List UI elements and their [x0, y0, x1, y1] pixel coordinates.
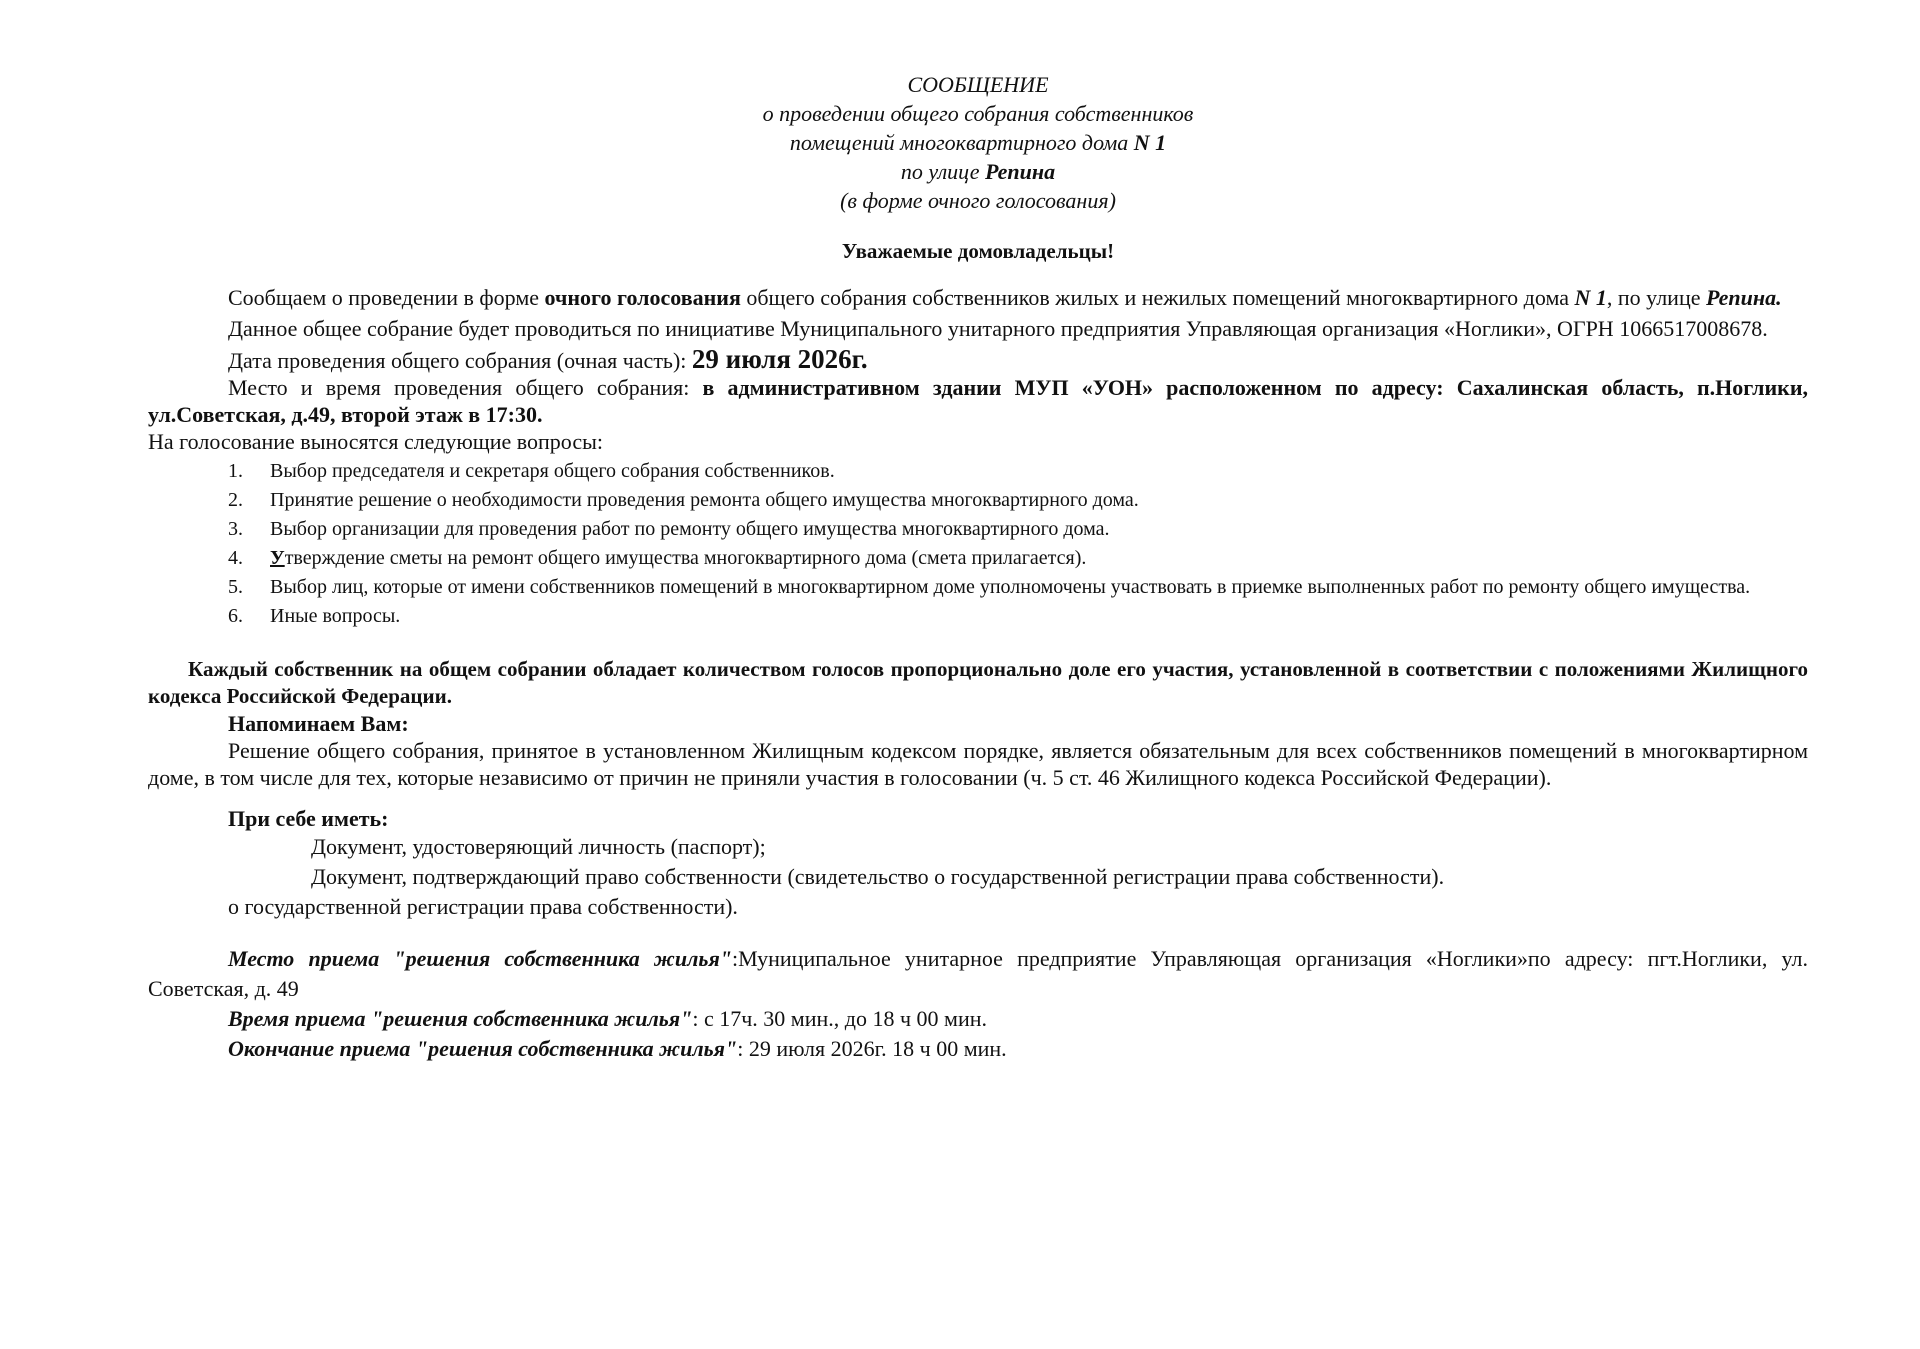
agenda-item: 1. Выбор председателя и секретаря общего собрания собственников. — [228, 460, 835, 482]
agenda-intro: На голосование выносятся следующие вопросы: — [148, 429, 603, 454]
reception-time: Время приема "решения собственника жилья": с 17ч. 30 мин., до 18 ч 00 мин. — [228, 1006, 987, 1031]
notice-header — [148, 70, 1808, 215]
notice-document — [148, 70, 1808, 1064]
agenda-item: 6. Иные вопросы. — [228, 605, 401, 627]
agenda-item: 3. Выбор организации для проведения работ по ремонту общего имущества многоквартирного дома. — [228, 518, 1110, 540]
reception-info — [148, 944, 1808, 1064]
greeting: Уважаемые домовладельцы! — [841, 239, 1115, 263]
reception-end: Окончание приема "решения собственника жилья": 29 июля 2026г. 18 ч 00 мин. — [228, 1036, 1007, 1061]
meeting-place: Место и время проведения общего собрания: в административном здании МУП «УОН» расположенном по адресу: Сахалинская область, п.Ноглики, ул.Советская, д.49, второй этаж в 17:30. — [148, 375, 1808, 427]
agenda-item: 2. Принятие решение о необходимости проведения ремонта общего имущества многоквартирного дома. — [228, 489, 1139, 511]
bring-item: Документ, подтверждающий право собственности (свидетельство о государственной регистрации права собственности). — [311, 864, 1445, 889]
notice-subtitle-2: помещений многоквартирного дома N 1 — [789, 130, 1167, 155]
notice-subtitle-4: (в форме очного голосования) — [840, 188, 1116, 213]
meeting-date: Дата проведения общего собрания (очная часть): 29 июля 2026г. — [228, 344, 868, 374]
agenda-item: 4. Утверждение сметы на ремонт общего имущества многоквартирного дома (смета прилагается). — [228, 547, 1087, 569]
reminder-heading: Напоминаем Вам: — [228, 711, 409, 736]
bring-item: Документ, удостоверяющий личность (паспорт); — [311, 834, 766, 859]
agenda-list — [148, 459, 1808, 628]
initiator-paragraph: Данное общее собрание будет проводиться по инициативе Муниципального унитарного предприятия Управляющая организация «Ноглики», ОГРН 1066517008678. — [228, 316, 1768, 341]
agenda-item: 5. Выбор лиц, которые от имени собственников помещений в многоквартирном доме уполномочены участвовать в приемке выполненных работ по ремонту общего имущества. — [228, 576, 1751, 598]
notice-subtitle-1: о проведении общего собрания собственников — [762, 101, 1194, 126]
votes-note: Каждый собственник на общем собрании обладает количеством голосов пропорционально доле его участия, установленной в соответствии с положениями Жилищного кодекса Российской Федерации. — [148, 657, 1808, 708]
notice-title: СООБЩЕНИЕ — [907, 72, 1049, 97]
bring-continuation: о государственной регистрации права собственности). — [228, 894, 738, 919]
notice-subtitle-3: по улице Репина — [900, 159, 1056, 184]
intro-paragraph: Сообщаем о проведении в форме очного голосования общего собрания собственников жилых и нежилых помещений многоквартирного дома N 1, по улице Репина. — [228, 285, 1782, 310]
bring-heading: При себе иметь: — [228, 806, 389, 831]
reminder-text: Решение общего собрания, принятое в установленном Жилищным кодексом порядке, является обязательным для всех собственников помещений в многоквартирном доме, в том числе для тех, которые независимо от причин не приняли участия в голосовании (ч. 5 ст. 46 Жилищного кодекса Российской Федерации). — [148, 738, 1808, 790]
reception-place: Место приема "решения собственника жилья":Муниципальное унитарное предприятие Управляющая организация «Ноглики»по адресу: пгт.Ноглики, ул. Советская, д. 49 — [148, 946, 1808, 1001]
